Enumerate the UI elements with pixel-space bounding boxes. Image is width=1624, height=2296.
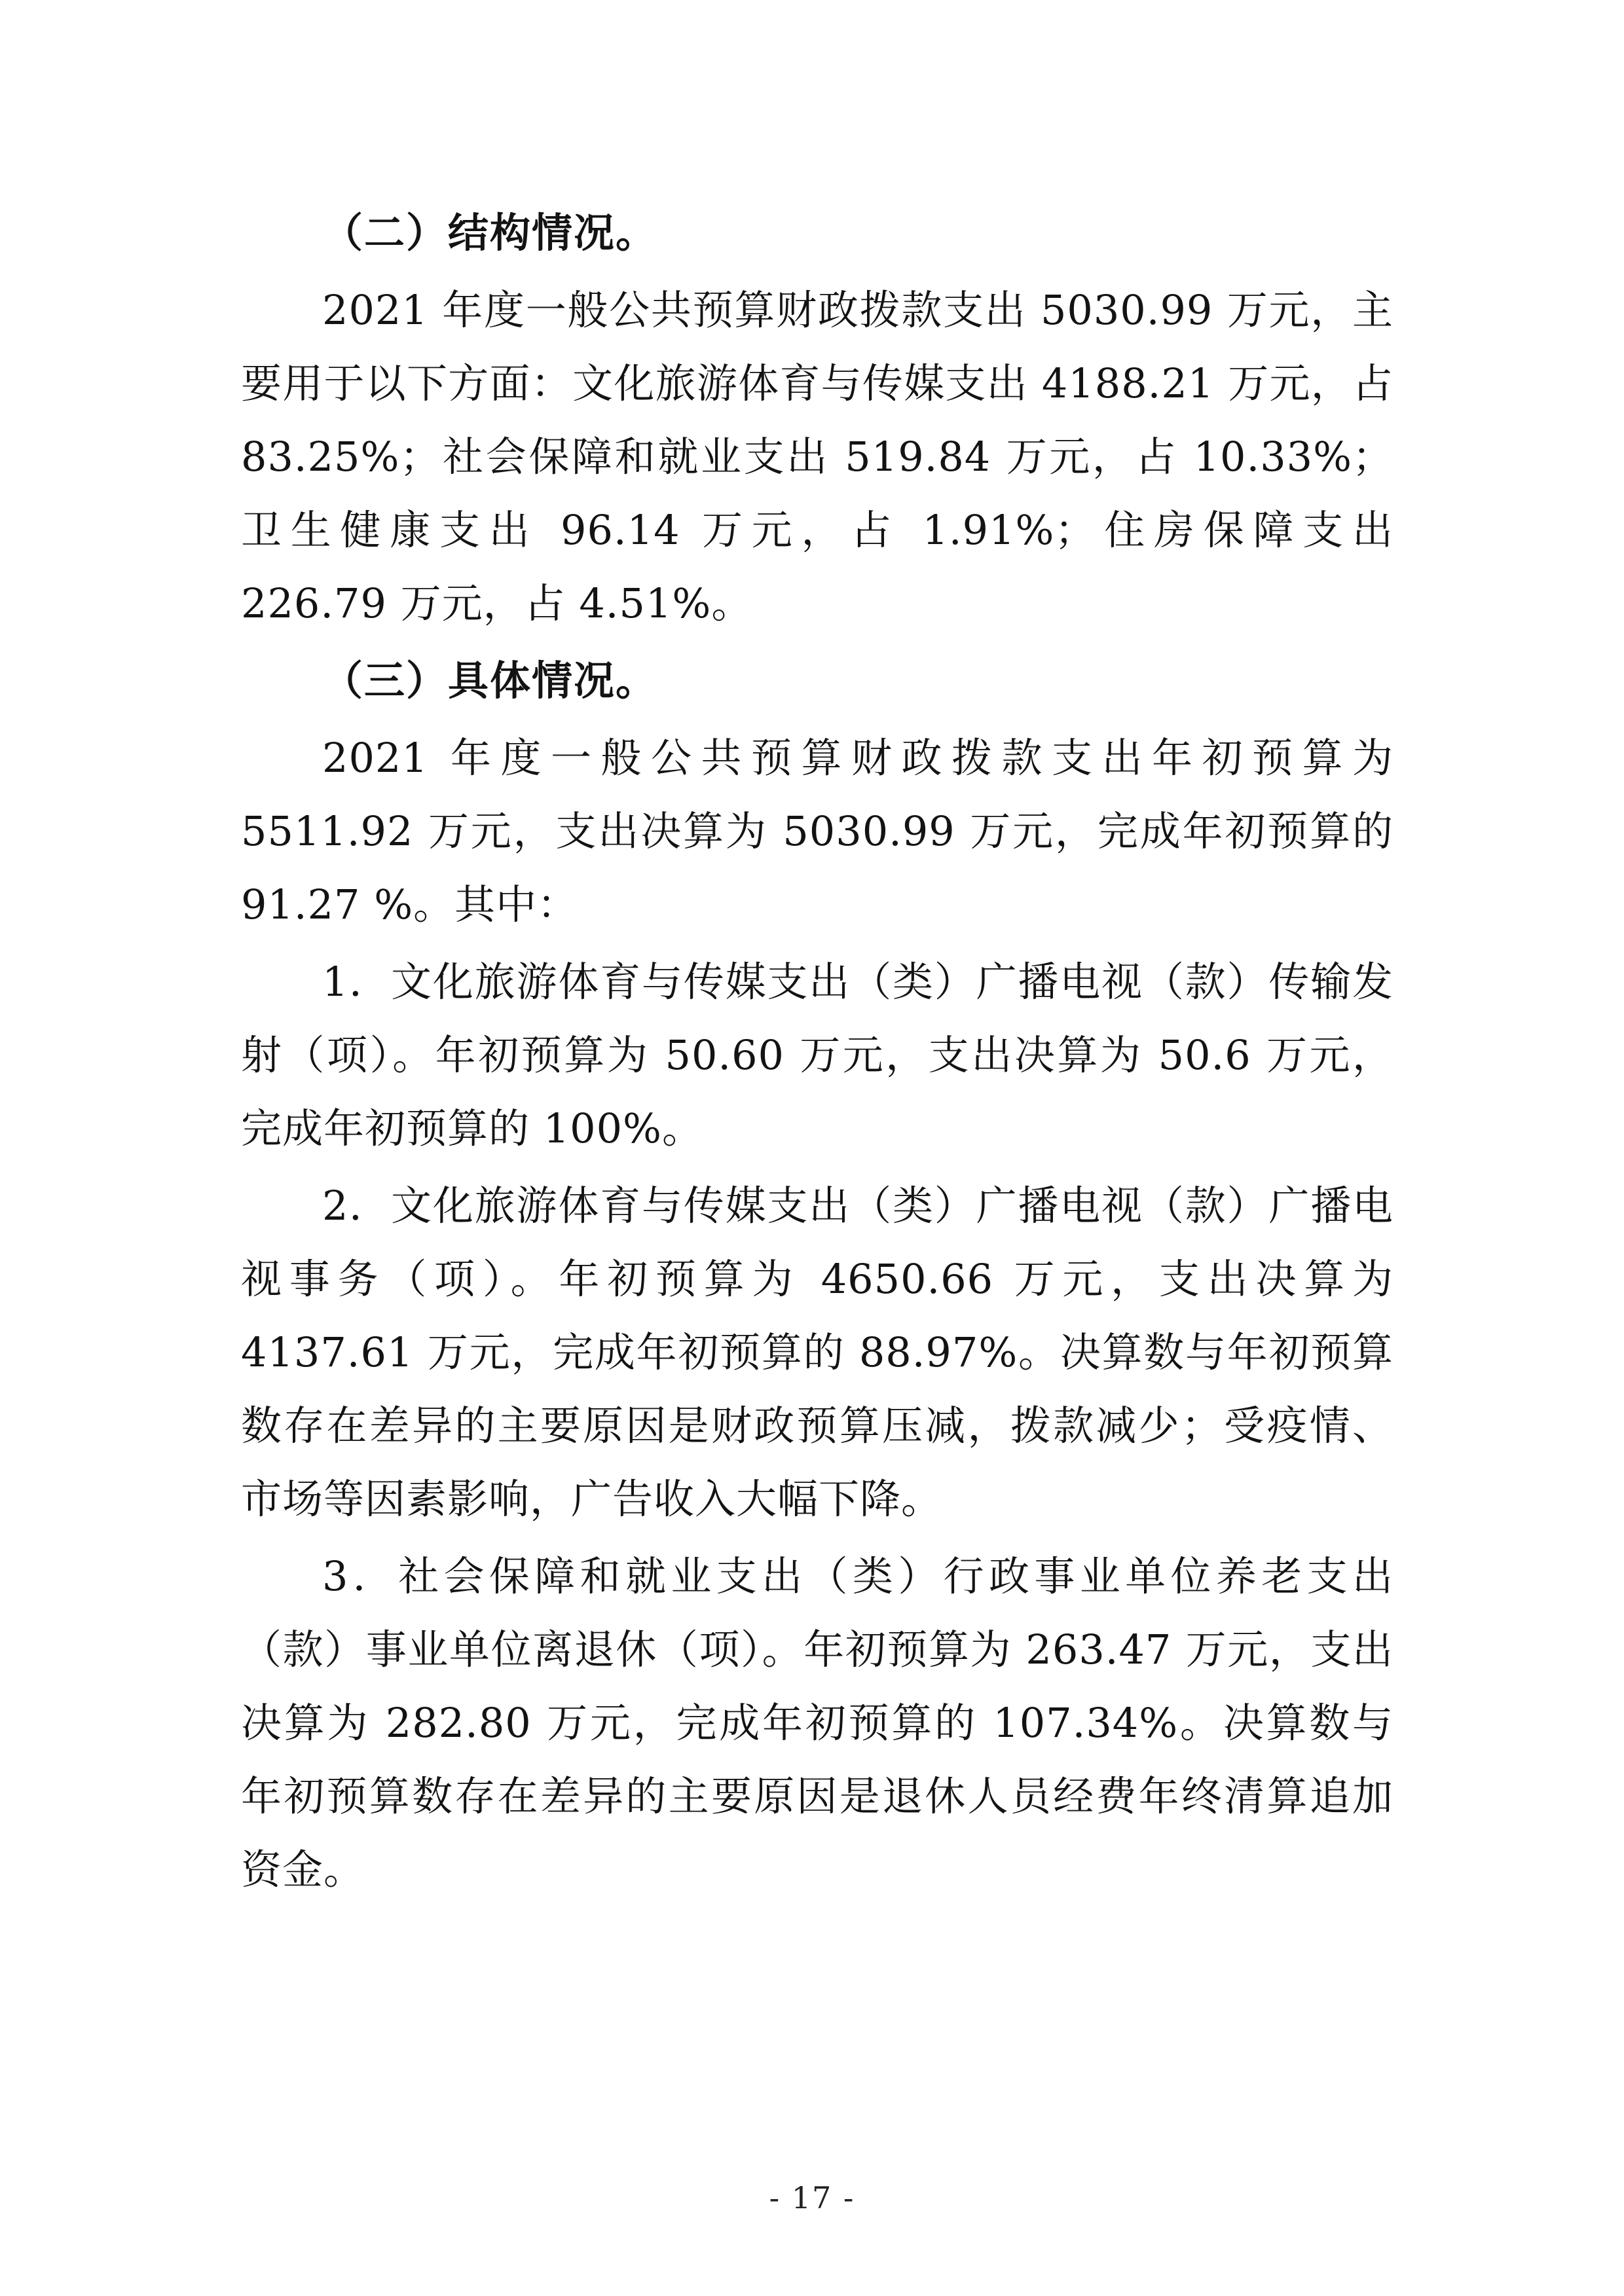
document-body: [241, 196, 1393, 1910]
paragraph-structure-detail: 2021 年度一般公共预算财政拨款支出 5030.99 万元，主要用于以下方面：文化旅游体育与传媒支出 4188.21 万元，占 83.25%；社会保障和就业支出 519.84 万元，占 10.33%；卫生健康支出 96.14 万元，占 1.91%；住房保障支出 226.79 万元，占 4.51%。: [241, 286, 1393, 627]
section-heading-structure: （二）结构情况。: [322, 209, 658, 257]
paragraph-specifics-overview: 2021 年度一般公共预算财政拨款支出年初预算为 5511.92 万元，支出决算为 5030.99 万元，完成年初预算的 91.27 %。其中：: [241, 734, 1393, 928]
paragraph-item-3: 3．社会保障和就业支出（类）行政事业单位养老支出（款）事业单位离退休（项）。年初预算为 263.47 万元，支出决算为 282.80 万元，完成年初预算的 107.34%。决算数与年初预算数存在差异的主要原因是退休人员经费年终清算追加资金。: [241, 1552, 1393, 1893]
paragraph-item-1: 1．文化旅游体育与传媒支出（类）广播电视（款）传输发射（项）。年初预算为 50.60 万元，支出决算为 50.6 万元，完成年初预算的 100%。: [241, 958, 1393, 1152]
page-number: - 17 -: [769, 2180, 855, 2215]
section-heading-specifics: （三）具体情况。: [322, 657, 658, 704]
paragraph-item-2: 2．文化旅游体育与传媒支出（类）广播电视（款）广播电视事务（项）。年初预算为 4650.66 万元，支出决算为 4137.61 万元，完成年初预算的 88.97%。决算数与年初预算数存在差异的主要原因是财政预算压减，拨款减少；受疫情、市场等因素影响，广告收入大幅下降。: [241, 1182, 1393, 1523]
